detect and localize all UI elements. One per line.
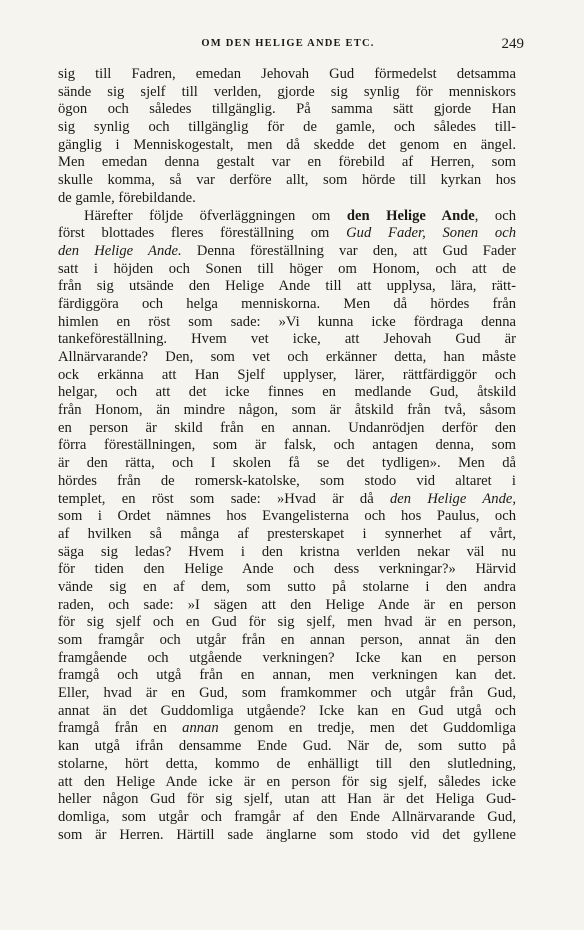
text-run: Allnärvarande? Den, som vet och erkänner detta, han måste [58,349,516,365]
text-run: för tiden den Helige Ande och dess verkningar?» Härvid [58,561,516,578]
text-line [58,349,516,367]
text-line [58,225,516,243]
text-line [58,579,516,597]
text-line [58,84,516,102]
text-line [58,756,516,774]
page-number: 249 [501,36,524,52]
text-line [58,261,516,279]
text-line [58,508,516,526]
text-run: af hvilken så många af presterskapet i synnerhet af vårt, [58,525,516,542]
text-line [58,738,516,756]
text-line [58,367,516,385]
text-run: Eller, hvad är en Gud, som framkommer och utgår från Gud, [58,685,516,702]
italic-text: den Helige Ande. [58,242,182,259]
text-run: sände sig sjelf till verlden, gjorde sig synlig för menniskors [58,83,516,100]
text-run: sig synlig och tillgänglig för de gamle, och således till- [58,119,516,136]
text-run: framgå och utgå från en annan, men verkningen kan det. [58,667,516,684]
text-line [58,597,516,615]
text-line [58,208,516,226]
text-line [58,119,516,137]
bold-text: den Helige Ande [346,207,475,224]
text-run: Denna föreställning var den, att Gud Fader [181,242,516,259]
text-run: ögon och således tillgänglig. På samma sätt gjorde Han [58,101,516,118]
text-run: stolarne, hört detta, kommo de enhälligt till den slutledning, [58,755,516,772]
text-line [58,614,516,632]
text-line [58,243,516,261]
text-line [58,420,516,438]
text-run: först blottades fleres föreställning om [58,225,347,242]
text-line [58,278,516,296]
text-run: raden, och sade: »I sägen att den Helige Ande är en person [58,596,516,613]
text-run: Härefter följde öfverläggningen om [84,207,347,224]
body-text [58,66,516,844]
text-run: att den Helige Ande icke är en person för sig sjelf, således icke [58,773,516,790]
text-line [58,561,516,579]
text-run: de gamle, förebildande. [58,189,196,206]
text-line [58,809,516,827]
text-run: sig till Fadren, emedan Jehovah Gud förmedelst detsamma [58,66,516,82]
running-title: OM DEN HELIGE ANDE ETC. [201,38,375,49]
text-line [58,544,516,562]
text-line [58,437,516,455]
text-run: annat än det Guddomliga utgående? Icke kan en Gud utgå och [58,702,516,719]
text-line [58,296,516,314]
italic-text: Gud Fader, Sonen och [346,225,517,242]
text-run: förra föreställningen, som är falsk, och antagen denna, som [58,437,516,454]
text-line [58,455,516,473]
text-run: templet, en röst som sade: »Hvad är då [58,490,390,507]
page-header [58,36,524,58]
text-run: himlen en röst som sade: »Vi kunna icke fördraga denna [58,313,516,330]
text-line [58,827,516,845]
text-run: en person är skild från en annan. Undanrödjen derför den [58,419,516,436]
text-run: Men emedan denna gestalt var en förebild af Herren, som [58,154,516,171]
text-line [58,314,516,332]
text-line [58,491,516,509]
text-run: som framgår och utgår från en annan person, annat än den [58,632,516,648]
text-line [58,632,516,650]
text-run: tankeföreställning. Hvem vet icke, att Jehovah Gud är [58,331,516,348]
text-run: framgående och utgående verkningen? Icke kan en person [58,649,516,666]
text-run: för sig sjelf och en Gud för sig sjelf, men hvad är en person, [58,614,516,631]
text-line [58,172,516,190]
text-run: vände sig en af dem, som sutto på stolarne i den andra [58,578,516,595]
text-line [58,685,516,703]
text-run: domliga, som utgår och framgår af den Ende Allnärvarande Gud, [58,808,516,825]
text-run: hördes från de romersk-katolske, som stodo vid altaret i [58,472,516,489]
text-run: ock erkänna att Han Sjelf upplyser, lärer, rättfärdiggör och [58,366,516,383]
text-run: är den rätta, och I skolen få se det tydligen». Men då [58,455,516,472]
text-line [58,667,516,685]
text-line [58,66,516,84]
text-run: säga sig ledas? Hvem i den kristna verlden nekar väl nu [58,543,516,560]
text-run: som är Herren. Härtill sade änglarne som stodo vid det gyllene [58,826,516,843]
text-run: helgar, och att det icke finnes en medlande Gud, åtskild [58,384,516,401]
italic-text: annan [182,720,219,737]
text-run: färdiggöra och helga menniskorna. Men då hördes från [58,295,516,312]
italic-text: den Helige Ande, [390,490,516,507]
text-line [58,101,516,119]
text-run: satt i höjden och Sonen till höger om Honom, och att de [58,260,516,277]
text-line [58,331,516,349]
text-run: heller någon Gud för sig sjelf, utan att Han är det Heliga Gud- [58,791,516,808]
text-run: från Honom, än mindre någon, som är åtskild från två, såsom [58,402,516,419]
text-line [58,384,516,402]
text-run: , och [474,207,516,224]
text-line [58,473,516,491]
text-run: genom en tredje, men det Guddomliga [218,720,516,737]
text-line [58,774,516,792]
text-line [58,650,516,668]
text-run: kan utgå ifrån densamme Ende Gud. När de, som sutto på [58,738,516,755]
text-run: gänglig i Menniskogestalt, men då skedde det genom en ängel. [58,136,516,153]
text-line [58,703,516,721]
text-line [58,526,516,544]
text-line [58,190,516,208]
text-line [58,720,516,738]
text-line [58,791,516,809]
text-run: som i Ordet nämnes hos Evangelisterna och hos Paulus, och [58,508,516,525]
text-line [58,402,516,420]
text-run: framgå från en [58,720,183,737]
text-run: skulle komma, så var derföre allt, som hörde till kyrkan hos [58,172,516,189]
text-line [58,154,516,172]
text-line [58,137,516,155]
text-run: från sig utsände den Helige Ande till att upplysa, lära, rätt- [58,278,516,295]
